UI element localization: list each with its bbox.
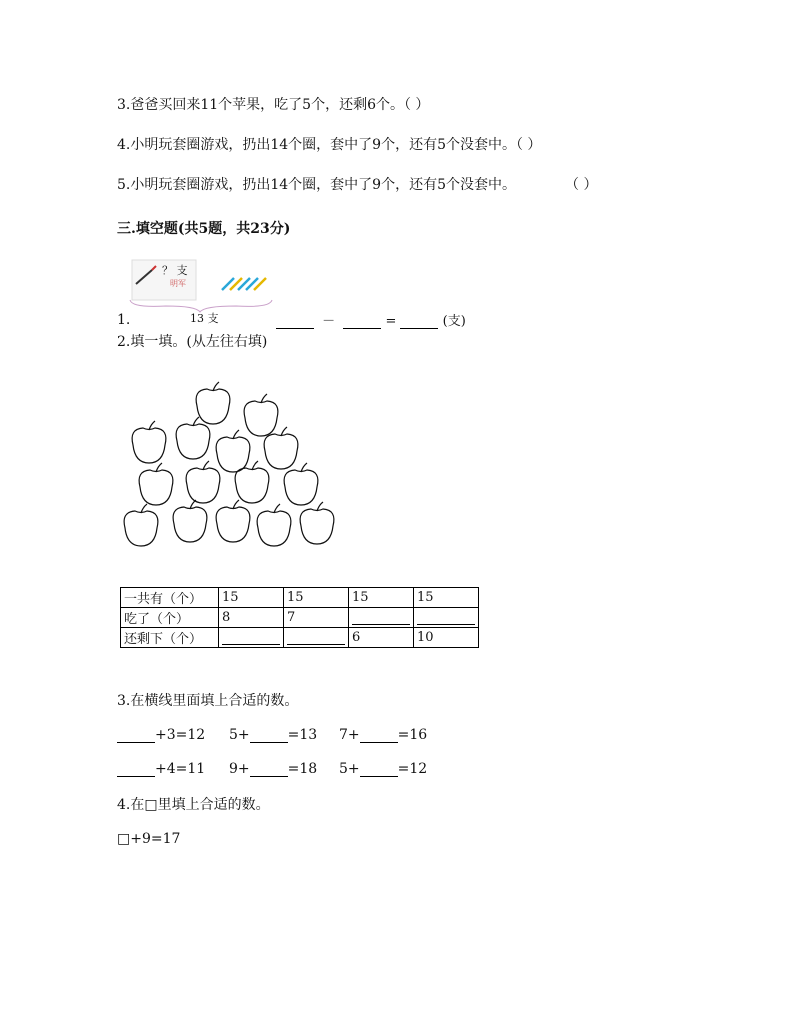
table-cell: 15 xyxy=(219,588,284,608)
q3-expr: 9+ xyxy=(229,761,250,777)
q3-row-2b xyxy=(229,761,317,777)
q3-expr: =13 xyxy=(287,727,318,743)
q3-row-1c xyxy=(339,727,427,743)
q3-expr: =16 xyxy=(397,727,428,743)
q1-equals: = xyxy=(385,314,397,329)
q2-title: 2.填一填。(从左往右填) xyxy=(117,334,268,350)
q3-blank[interactable] xyxy=(250,729,288,743)
q3-row-2c xyxy=(339,761,427,777)
table-row xyxy=(121,588,479,608)
table-row xyxy=(121,628,479,648)
judge-q5: 5.小明玩套圈游戏，扔出14个圈，套中了9个，还有5个没套中。 xyxy=(117,177,516,193)
table-cell: 15 xyxy=(284,588,349,608)
table-cell: 6 xyxy=(349,628,414,648)
q3-title: 3.在横线里面填上合适的数。 xyxy=(117,693,299,709)
table-cell: 10 xyxy=(414,628,479,648)
q3-blank[interactable] xyxy=(117,729,155,743)
table-cell: 15 xyxy=(414,588,479,608)
q2-table xyxy=(120,587,479,648)
q1-blank-2[interactable] xyxy=(343,315,381,329)
q3-row-1 xyxy=(117,727,205,743)
table-cell: 7 xyxy=(284,608,349,628)
table-cell-blank[interactable] xyxy=(284,628,349,648)
q1-pic-question: ？ 支 xyxy=(162,264,188,277)
table-row xyxy=(121,608,479,628)
q4-equation: □+9=17 xyxy=(117,831,181,847)
row-label: 一共有（个） xyxy=(121,588,219,608)
q1-pic-sublabel: 明军 xyxy=(170,279,186,288)
q4-title: 4.在□里填上合适的数。 xyxy=(117,797,270,813)
section-title: 三.填空题(共5题，共23分) xyxy=(117,221,291,237)
q1-pic-total: 13 支 xyxy=(190,312,219,325)
row-label: 吃了（个） xyxy=(121,608,219,628)
table-cell-blank[interactable] xyxy=(219,628,284,648)
q3-row-2 xyxy=(117,761,205,777)
judge-q4: 4.小明玩套圈游戏，扔出14个圈，套中了9个，还有5个没套中。（ ） xyxy=(117,137,542,153)
q1-minus: － xyxy=(322,314,336,329)
judge-q3: 3.爸爸买回来11个苹果，吃了5个，还剩6个。（ ） xyxy=(117,97,430,113)
q3-expr: 7+ xyxy=(339,727,360,743)
apples-picture xyxy=(115,380,345,550)
q3-blank[interactable] xyxy=(250,763,288,777)
q1-unit: (支) xyxy=(442,314,466,329)
table-cell-blank[interactable] xyxy=(414,608,479,628)
q1-picture xyxy=(126,256,276,326)
judge-q5-paren: （ ） xyxy=(565,177,598,193)
q1-blank-3[interactable] xyxy=(400,315,438,329)
table-cell: 8 xyxy=(219,608,284,628)
q3-row-1b xyxy=(229,727,317,743)
apples-drawing xyxy=(115,380,345,550)
q3-expr: +3=12 xyxy=(155,727,206,743)
q3-blank[interactable] xyxy=(360,763,398,777)
q3-expr: 5+ xyxy=(229,727,250,743)
q3-blank[interactable] xyxy=(360,729,398,743)
q3-expr: 5+ xyxy=(339,761,360,777)
q1-number: 1. xyxy=(117,312,131,328)
q3-expr: =12 xyxy=(397,761,428,777)
q3-expr: =18 xyxy=(287,761,318,777)
row-label: 还剩下（个） xyxy=(121,628,219,648)
table-cell: 15 xyxy=(349,588,414,608)
q1-blank-1[interactable] xyxy=(276,315,314,329)
q3-expr: +4=11 xyxy=(155,761,206,777)
q1-equation xyxy=(276,310,466,329)
table-cell-blank[interactable] xyxy=(349,608,414,628)
q3-blank[interactable] xyxy=(117,763,155,777)
